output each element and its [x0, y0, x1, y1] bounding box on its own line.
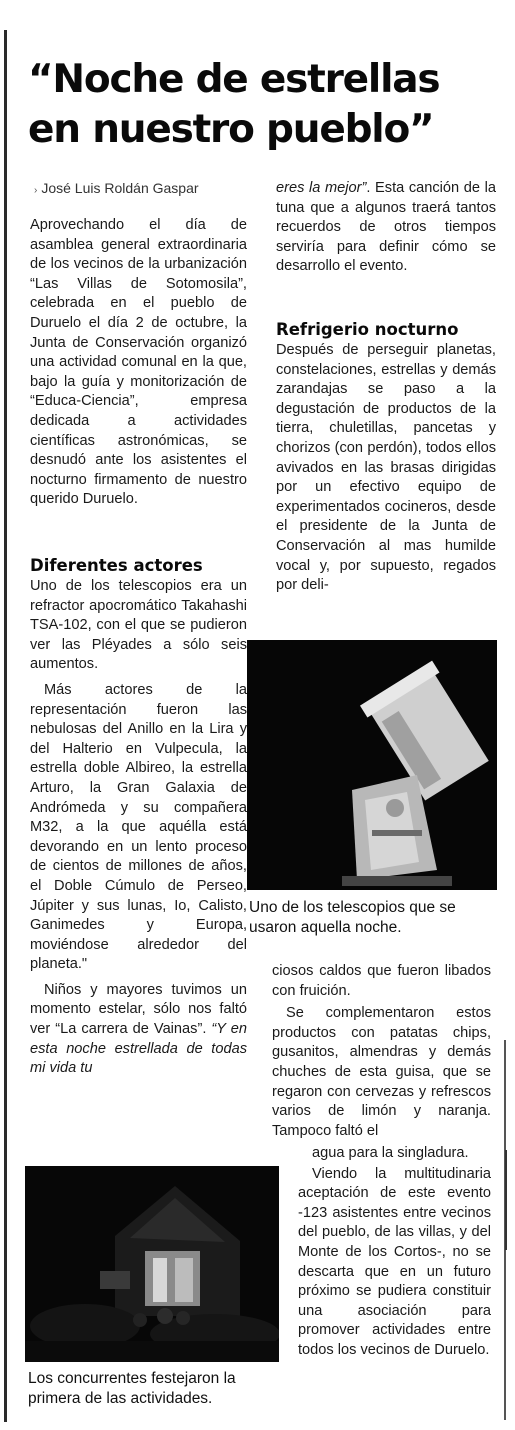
- paragraph-telescopios: Uno de los telescopios era un refractor apocromático Takahashi TSA-102, con el que se pudieron ver las Pléyades a sólo seis aumentos.: [30, 578, 247, 673]
- right-column-tail: [298, 1144, 491, 1361]
- paragraph-singladura: agua para la singladura.: [312, 1145, 469, 1161]
- caption-telescopio-line-1: Uno de los telescopios que se: [249, 899, 456, 916]
- byline-author: José Luis Roldán Gaspar: [41, 180, 199, 196]
- byline: [34, 180, 199, 196]
- right-column-top: [276, 179, 496, 277]
- tuna-quote-end: eres la mejor”: [276, 180, 367, 196]
- caption-concurrentes-line-2: primera de las actividades.: [28, 1390, 213, 1407]
- paragraph-viendo: Viendo la multitudinaria aceptación de este evento -123 asistentes entre vecinos del pueblo, de las villas, y del Monte de los Cortos-, no se descarta que en un futuro próximo se pudiera constituir una asociación para promover actividades entre todos los vecinos de Duruelo.: [298, 1165, 491, 1358]
- intro-paragraph: Aprovechando el día de asamblea general extraordinaria de los vecinos de la urbanización “Las Villas de Sotomosila”, celebrada en el pueblo de Duruelo el día 2 de octubre, la Junta de Conservación organizó una actividad comunal en la que, bajo la guía y monitorización de “Educa-Ciencia”, empresa dedicada a actividades científicas astronómicas, se desnudó ante los asistentes el nocturno firmamento de nuestro querido Duruelo.: [30, 217, 247, 508]
- paragraph-ninos: [30, 981, 247, 1079]
- paragraph-caldos: ciosos caldos que fueron libados con fruición.: [272, 963, 491, 999]
- paragraph-tuna-end: [276, 179, 496, 277]
- right-column-refrigerio: [276, 341, 496, 596]
- caption-telescopio-line-2: usaron aquella noche.: [249, 919, 402, 936]
- page-edge-mark: [505, 1150, 507, 1250]
- paragraph-complementaron: Se complementaron estos productos con patatas chips, gusanitos, almendras y demás chuches de esta guisa, que se regaron con cervezas y refrescos varios de limón y naranja. Tampoco faltó el: [272, 1005, 491, 1139]
- article-headline: [28, 55, 508, 155]
- right-column-lower: [272, 962, 491, 1141]
- left-column-intro: [30, 216, 247, 510]
- photo-concurrentes: [25, 1166, 279, 1362]
- tuna-quote-start: “Y en esta noche estrellada de todas mi vida tu: [30, 1021, 247, 1077]
- caption-concurrentes: [28, 1369, 236, 1409]
- photo-concurrentes-image: [25, 1166, 279, 1362]
- photo-telescopio-image: [247, 640, 497, 890]
- column-rule-left: [4, 30, 7, 1422]
- byline-bullet-icon: ›: [34, 185, 38, 196]
- left-column-body: [30, 577, 247, 1079]
- paragraph-actores: Más actores de la representación fueron las nebulosas del Anillo en la Lira y del Halterio en Vulpecula, la estrella doble Albireo, la estrella Arturo, la Gran Galaxia de Andrómeda y su compañera M32, a la que aquélla está devorando en un lento proceso de cientos de millones de años, el Doble Cúmulo de Perseo, Júpiter y sus lunas, Io, Calisto, Ganimedes y Europa, moviéndose alrededor del planeta.": [30, 681, 247, 973]
- caption-telescopio: [249, 898, 456, 938]
- paragraph-ninos-text: Niños y mayores tuvimos un momento estelar, sólo nos faltó ver “La carrera de Vainas”.: [30, 981, 247, 1038]
- paragraph-tuna-rest: . Esta canción de la tuna que a algunos traerá tantos recuerdos de otros tiempos serviría para definir cómo se desarrollo el evento.: [276, 180, 496, 275]
- caption-concurrentes-line-1: Los concurrentes festejaron la: [28, 1370, 236, 1387]
- paragraph-refrigerio: Después de perseguir planetas, constelaciones, estrellas y demás zarandajas se paso a la degustación de productos de la tierra, chuletillas, pancetas y chorizos (con perdón), todos ellos avivados en las brasas dirigidas por un efectivo equipo de experimentados cocineros, desde el presidente de la Junta de Conservación al mas humilde vocal y, por supuesto, regados por deli-: [276, 342, 496, 594]
- subhead-diferentes-actores: Diferentes actores: [30, 556, 203, 575]
- headline-line-1: “Noche de estrellas: [28, 57, 440, 102]
- headline-line-2: en nuestro pueblo”: [28, 107, 434, 152]
- subhead-refrigerio-nocturno: Refrigerio nocturno: [276, 320, 459, 339]
- photo-telescopio: [247, 640, 497, 890]
